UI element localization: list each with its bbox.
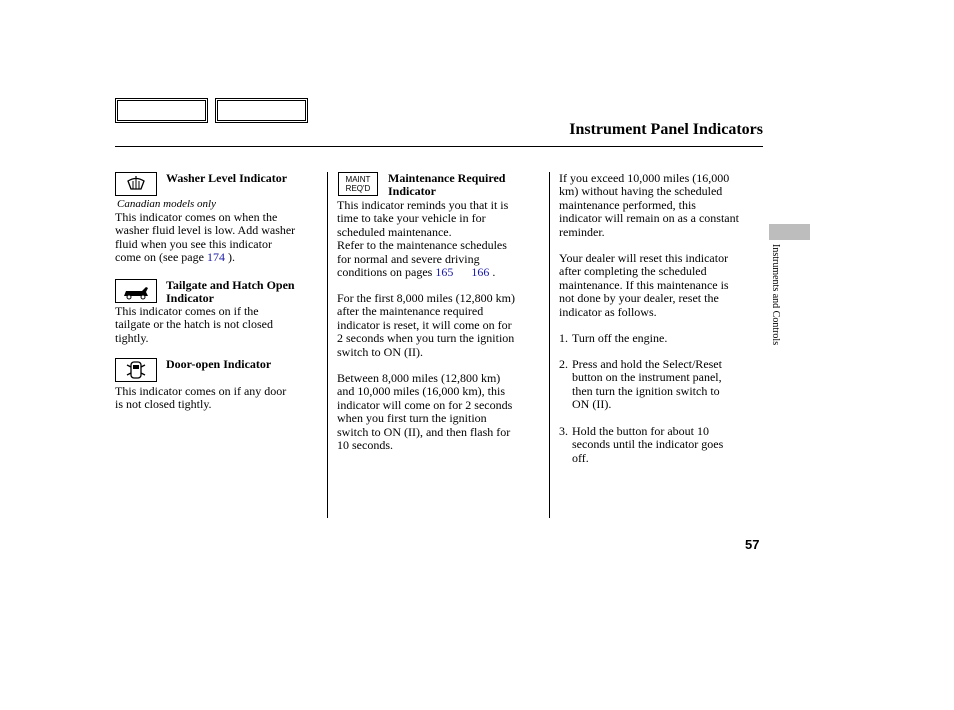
tailgate-heading: Tailgate and Hatch Open Indicator bbox=[166, 278, 295, 306]
tailgate-body: This indicator comes on if the tailgate or the hatch is not closed tightly. bbox=[115, 304, 273, 345]
step-1: Turn off the engine. bbox=[572, 331, 668, 345]
section-tab bbox=[769, 224, 810, 240]
step-3: Hold the button for about 10 seconds until the indicator goes off. bbox=[572, 424, 724, 465]
nav-button-index[interactable] bbox=[215, 98, 308, 123]
column-divider bbox=[549, 172, 550, 518]
step-number: 3. bbox=[559, 424, 568, 438]
washer-fluid-icon bbox=[115, 172, 157, 196]
washer-body: This indicator comes on when the washer fluid level is low. Add washer fluid when you see this indicator come on (see page 174 ). bbox=[115, 210, 296, 265]
washer-heading: Washer Level Indicator bbox=[166, 171, 288, 185]
column-divider bbox=[327, 172, 328, 518]
page-link[interactable]: 174 bbox=[206, 250, 225, 265]
dealer-paragraph: Your dealer will reset this indicator after completing the scheduled maintenance. If this maintenance is not done by your dealer, reset the indicator as follows. bbox=[559, 251, 729, 319]
maint-body-2: For the first 8,000 miles (12,800 km) after the maintenance required indicator is reset, it will come on for 2 seconds when you turn the ignition switch to ON (II). bbox=[337, 291, 515, 359]
title-rule bbox=[115, 146, 763, 147]
step-number: 2. bbox=[559, 357, 568, 371]
maint-body-1: This indicator reminds you that it is time to take your vehicle in for scheduled maintenance. Refer to the maintenance schedules for normal and severe driving conditions on pages 165 166 . bbox=[337, 198, 509, 280]
nav-button-contents[interactable] bbox=[115, 98, 208, 123]
door-heading: Door-open Indicator bbox=[166, 357, 272, 371]
maint-reqd-icon: MAINT REQ'D bbox=[338, 172, 378, 196]
maint-heading: Maintenance Required Indicator bbox=[388, 171, 506, 199]
washer-note: Canadian models only bbox=[117, 198, 216, 210]
page-link[interactable]: 165 bbox=[435, 265, 454, 280]
step-2: Press and hold the Select/Reset button on the instrument panel, then turn the ignition switch to ON (II). bbox=[572, 357, 722, 412]
tailgate-open-icon bbox=[115, 279, 157, 303]
page-link[interactable]: 166 bbox=[471, 265, 490, 280]
exceed-paragraph: If you exceed 10,000 miles (16,000 km) without having the scheduled maintenance performed, this indicator will remain on as a constant reminder. bbox=[559, 171, 739, 239]
door-open-icon bbox=[115, 358, 157, 382]
page-number: 57 bbox=[745, 537, 760, 552]
maint-body-3: Between 8,000 miles (12,800 km) and 10,000 miles (16,000 km), this indicator will come on for 2 seconds when you first turn the ignition switch to ON (II), and then flash for 10 seconds. bbox=[337, 371, 513, 453]
door-body: This indicator comes on if any door is not closed tightly. bbox=[115, 384, 287, 412]
page-title: Instrument Panel Indicators bbox=[569, 121, 763, 138]
section-label: Instruments and Controls bbox=[770, 244, 781, 346]
step-number: 1. bbox=[559, 331, 568, 345]
